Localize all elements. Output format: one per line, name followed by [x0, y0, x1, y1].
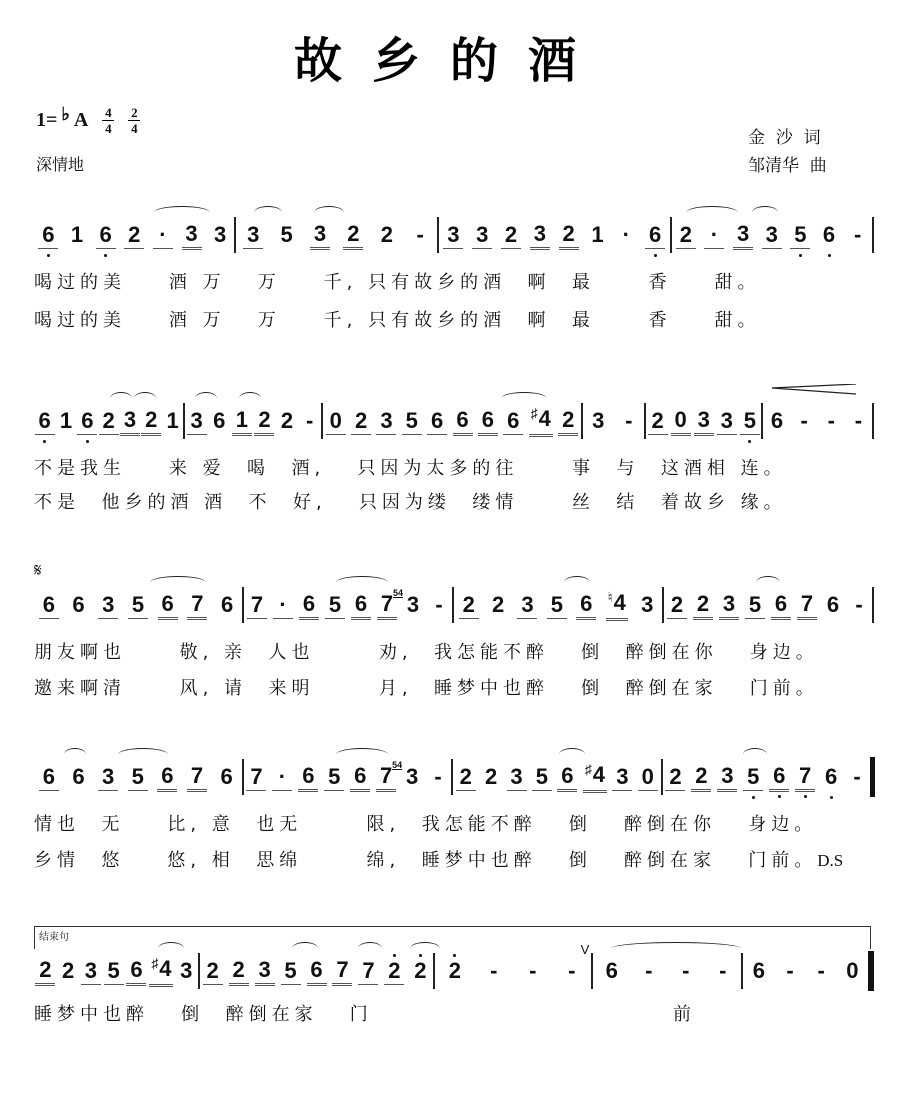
- note: 6: [771, 591, 791, 620]
- breath-mark: V: [580, 942, 590, 957]
- lyrics-verse-1: 睡梦中也醉 倒 醉倒在家 门 前: [34, 1004, 696, 1025]
- note: -: [305, 408, 314, 433]
- note: ·: [622, 222, 630, 247]
- composer: 邹清华 曲: [748, 156, 827, 176]
- note: -: [854, 222, 862, 247]
- lyrics-verse-1: 喝过的美 酒 万 万 千, 只有故乡的酒 啊 最 香 甜。: [34, 272, 761, 293]
- dal-segno-marking: D.S: [817, 851, 844, 870]
- note: ·: [704, 222, 724, 249]
- note: 7: [187, 591, 207, 620]
- note: 6: [752, 958, 766, 983]
- note: -: [800, 408, 808, 433]
- note: 6: [427, 408, 447, 435]
- grace-notes: 54: [392, 760, 403, 770]
- note: 2: [665, 764, 685, 791]
- measure: [583, 398, 644, 444]
- note: 5: [745, 592, 765, 619]
- note: 5: [324, 764, 344, 791]
- measure: [200, 948, 434, 994]
- slur: [195, 392, 217, 405]
- slur: [314, 206, 344, 219]
- measure: [236, 212, 436, 258]
- note: 3: [717, 408, 737, 435]
- tempo-marking: 深情地: [36, 155, 85, 174]
- note: 2: [35, 957, 55, 986]
- note: 6: [157, 763, 177, 792]
- note: -: [434, 764, 442, 789]
- note: 2: [141, 407, 161, 436]
- note: 6: [72, 764, 85, 789]
- note: 2: [559, 221, 579, 250]
- slur: [64, 748, 86, 761]
- note: 0: [846, 958, 859, 983]
- lyrics-verse-2: [34, 846, 843, 872]
- lyrics-verse-1: 朋友啊也 敬, 亲 人也 劝, 我怎能不醉 倒 醉倒在你 身边。: [34, 642, 819, 663]
- measure: [34, 754, 242, 800]
- measure: [672, 212, 872, 258]
- notes-line: [34, 942, 874, 994]
- note: 6: [605, 958, 618, 983]
- notes-line: [34, 212, 874, 258]
- note: 3: [733, 221, 753, 250]
- slur: [336, 576, 388, 589]
- note: 6: [819, 222, 839, 248]
- time-sig-top: 2: [131, 105, 138, 120]
- note: 3: [180, 958, 193, 983]
- staff-row-3: [0, 560, 900, 742]
- slur: [154, 206, 210, 219]
- note: 6: [35, 408, 55, 435]
- note: -: [853, 764, 861, 789]
- tie: [611, 942, 741, 955]
- note: 2: [491, 592, 505, 617]
- time-sig-bottom: 4: [131, 121, 138, 136]
- time-sig-bottom: 4: [105, 121, 112, 136]
- lyrics-verse-2: 不是 他乡的酒 酒 不 好, 只因为缕 缕情 丝 结 着故乡 缘。: [34, 492, 787, 513]
- slur: [752, 206, 778, 219]
- note: 2: [203, 958, 223, 985]
- note: 2: [280, 408, 294, 433]
- note: 2: [380, 222, 393, 247]
- note: 7: [377, 591, 397, 620]
- flat-icon: ♭: [61, 104, 70, 124]
- note: 2: [351, 408, 371, 435]
- credits: [748, 124, 827, 180]
- note: 2: [124, 222, 144, 249]
- slur: [564, 576, 590, 589]
- note: 6: [158, 591, 178, 620]
- note: 6: [350, 763, 370, 792]
- time-signature-2-4: [128, 106, 140, 135]
- note: 6: [220, 592, 234, 617]
- measure: [453, 754, 661, 800]
- note: 7: [795, 763, 815, 792]
- note: 2: [693, 591, 713, 620]
- measure: [743, 948, 868, 994]
- measure: [439, 212, 670, 258]
- time-sig-top: 4: [105, 105, 112, 120]
- note: 5: [547, 592, 567, 619]
- note: 54 3: [403, 592, 423, 618]
- crescendo-hairpin-icon: [772, 384, 856, 396]
- lyricist: 金 沙 词: [748, 128, 821, 148]
- note: 5: [532, 764, 552, 791]
- note: 2: [484, 764, 498, 789]
- note: -: [568, 958, 576, 983]
- note: 2: [254, 407, 274, 436]
- note: 3: [187, 408, 207, 435]
- slur: [158, 942, 184, 955]
- slur: [110, 392, 132, 405]
- measure: [34, 948, 198, 994]
- note: -: [719, 958, 727, 983]
- note: 6: [72, 592, 85, 617]
- note: 3: [507, 764, 527, 791]
- key-label: 1=: [36, 109, 58, 131]
- note: 3: [243, 222, 263, 249]
- note: 1: [166, 408, 179, 433]
- note: 3: [717, 763, 737, 792]
- note: 3: [120, 407, 140, 436]
- note: 2: [459, 592, 479, 619]
- note: 3: [762, 222, 782, 249]
- note: 2: [410, 958, 430, 984]
- measure: [185, 398, 321, 444]
- note: 0: [671, 407, 691, 436]
- note: 2: [384, 958, 404, 985]
- slur: [686, 206, 738, 219]
- note: 6: [769, 763, 789, 792]
- note: -: [682, 958, 690, 983]
- note: 3: [214, 222, 227, 247]
- note: 2: [558, 407, 578, 436]
- slur: [118, 748, 168, 761]
- note: 6: [39, 592, 59, 619]
- note: 7: [376, 763, 396, 792]
- measure: [454, 582, 662, 628]
- note: 3: [472, 222, 492, 249]
- note: -: [416, 222, 424, 247]
- measure: [34, 582, 242, 628]
- note: ·: [153, 222, 173, 249]
- song-title: 故乡的酒: [293, 33, 606, 89]
- note: 5: [281, 958, 301, 985]
- note: 6: [299, 591, 319, 620]
- measure: [664, 582, 872, 628]
- note: 3: [376, 408, 396, 435]
- note: 1: [59, 408, 73, 433]
- note: 7: [187, 763, 207, 792]
- note: 6: [826, 592, 840, 617]
- note: 1: [70, 222, 84, 247]
- note: 6: [38, 222, 58, 249]
- note: 2: [456, 764, 476, 791]
- note: 6: [576, 591, 596, 620]
- lyrics-verse-1: 不是我生 来 爱 喝 酒, 只因为太多的往 事 与 这酒相 连。: [34, 458, 787, 479]
- staff-row-5: [0, 932, 900, 1108]
- note: 6: [39, 764, 59, 791]
- slur: [743, 748, 767, 761]
- note: 3: [530, 221, 550, 250]
- note: 5: [280, 222, 293, 247]
- note: 2: [62, 958, 75, 983]
- note: 5: [104, 958, 124, 985]
- note: 3: [641, 592, 654, 617]
- slur: [501, 392, 547, 405]
- slur: [134, 392, 156, 405]
- note: 2: [691, 763, 711, 792]
- slur: [358, 942, 382, 955]
- notes-line: [34, 398, 874, 444]
- note: 6: [557, 763, 577, 792]
- note: 3: [310, 221, 330, 250]
- note: 2: [501, 222, 521, 249]
- staff-row-4: [0, 754, 900, 914]
- note: 5: [325, 592, 345, 619]
- note: ♮4: [606, 590, 628, 621]
- note: 2: [229, 957, 249, 986]
- note: 2: [343, 221, 363, 250]
- lyrics-text: 乡情 悠 悠, 相 思绵 绵, 睡梦中也醉 倒 醉倒在家 门前。: [34, 850, 818, 871]
- note: 5: [743, 764, 763, 791]
- note: 3: [612, 764, 632, 791]
- measure: [34, 398, 183, 444]
- note: 3: [182, 221, 202, 250]
- note: 54 3: [402, 764, 422, 790]
- note: 2: [99, 408, 119, 435]
- note: -: [435, 592, 443, 617]
- note: 6: [453, 407, 473, 436]
- time-signature-4-4: [102, 106, 114, 135]
- final-barline: [868, 951, 874, 991]
- staff-row-2: [0, 398, 900, 558]
- note: -: [855, 592, 863, 617]
- note: 3: [98, 764, 118, 791]
- staff-row-1: [0, 212, 900, 372]
- lyrics-verse-2: 邀来啊清 风, 请 来明 月, 睡梦中也醉 倒 醉倒在家 门前。: [34, 678, 819, 699]
- note: -: [786, 958, 794, 983]
- notes-line: [34, 754, 874, 800]
- slur: [292, 942, 318, 955]
- note: -: [490, 958, 498, 983]
- measure: [435, 942, 591, 994]
- key-note: A: [73, 109, 89, 131]
- note: 6: [126, 957, 146, 986]
- note: 3: [592, 408, 605, 433]
- measure: [244, 582, 452, 628]
- barline: [872, 587, 874, 623]
- slur: [559, 748, 585, 761]
- note: 6: [645, 222, 665, 249]
- note: 2: [667, 592, 687, 619]
- note: ♯4: [529, 406, 553, 437]
- slur: [239, 392, 261, 405]
- note: 3: [443, 222, 463, 249]
- note: 3: [517, 592, 537, 619]
- lyrics-verse-2: 喝过的美 酒 万 万 千, 只有故乡的酒 啊 最 香 甜。: [34, 310, 761, 331]
- slur: [150, 576, 206, 589]
- barline: [872, 217, 874, 253]
- notes-line: [34, 582, 874, 628]
- note: 1: [232, 407, 252, 436]
- measure: [763, 398, 872, 444]
- note: 7: [332, 957, 352, 986]
- note: 3: [255, 957, 275, 986]
- note: 3: [694, 407, 714, 436]
- slur: [756, 576, 780, 589]
- note: 6: [96, 222, 116, 249]
- note: 5: [790, 222, 810, 249]
- measure: [663, 754, 871, 800]
- measure: [323, 398, 581, 444]
- note: ·: [272, 764, 292, 791]
- note: 5: [402, 408, 422, 435]
- note: 5: [128, 592, 148, 619]
- measure: [646, 398, 761, 444]
- note: -: [645, 958, 653, 983]
- segno-icon: 𝄋: [34, 560, 42, 580]
- note: -: [817, 958, 825, 983]
- note: 6: [770, 408, 784, 433]
- note: 0: [326, 408, 346, 435]
- note: -: [529, 958, 537, 983]
- note: 7: [246, 764, 266, 791]
- note: 2: [648, 408, 668, 435]
- measure: [34, 212, 234, 258]
- note: -: [854, 408, 863, 433]
- note: 6: [821, 764, 841, 790]
- measure: [244, 754, 452, 800]
- note: 5: [128, 764, 148, 791]
- note: 3: [98, 592, 118, 619]
- measure: [593, 948, 741, 994]
- note: -: [827, 408, 835, 433]
- ending-label: 结束句: [39, 932, 69, 943]
- slur: [336, 748, 388, 761]
- note: 6: [503, 408, 523, 435]
- slur: [254, 206, 282, 219]
- note: -: [625, 408, 633, 433]
- note: 6: [478, 407, 498, 436]
- note: 6: [298, 763, 318, 792]
- note: 6: [351, 591, 371, 620]
- note: 6: [77, 408, 97, 435]
- note: 6: [213, 408, 226, 433]
- note: 6: [307, 957, 327, 986]
- note: ·: [273, 592, 293, 619]
- lyrics-verse-1: 情也 无 比, 意 也无 限, 我怎能不醉 倒 醉倒在你 身边。: [34, 814, 818, 835]
- note: 6: [220, 764, 233, 789]
- note: 7: [797, 591, 817, 620]
- note: 2: [445, 958, 465, 984]
- note: 3: [81, 958, 101, 985]
- barline: [872, 403, 874, 439]
- note: 7: [247, 592, 267, 619]
- note: 5: [740, 408, 760, 435]
- note: 1: [591, 222, 604, 247]
- note: ♯4: [583, 762, 607, 793]
- note: 7: [358, 958, 378, 985]
- note: ♯4: [149, 956, 173, 987]
- repeat-end-barline: [870, 757, 874, 797]
- note: 3: [719, 591, 739, 620]
- grace-notes: 54: [393, 588, 404, 598]
- note: 2: [676, 222, 696, 249]
- note: 0: [638, 764, 658, 791]
- key-signature: [36, 106, 140, 135]
